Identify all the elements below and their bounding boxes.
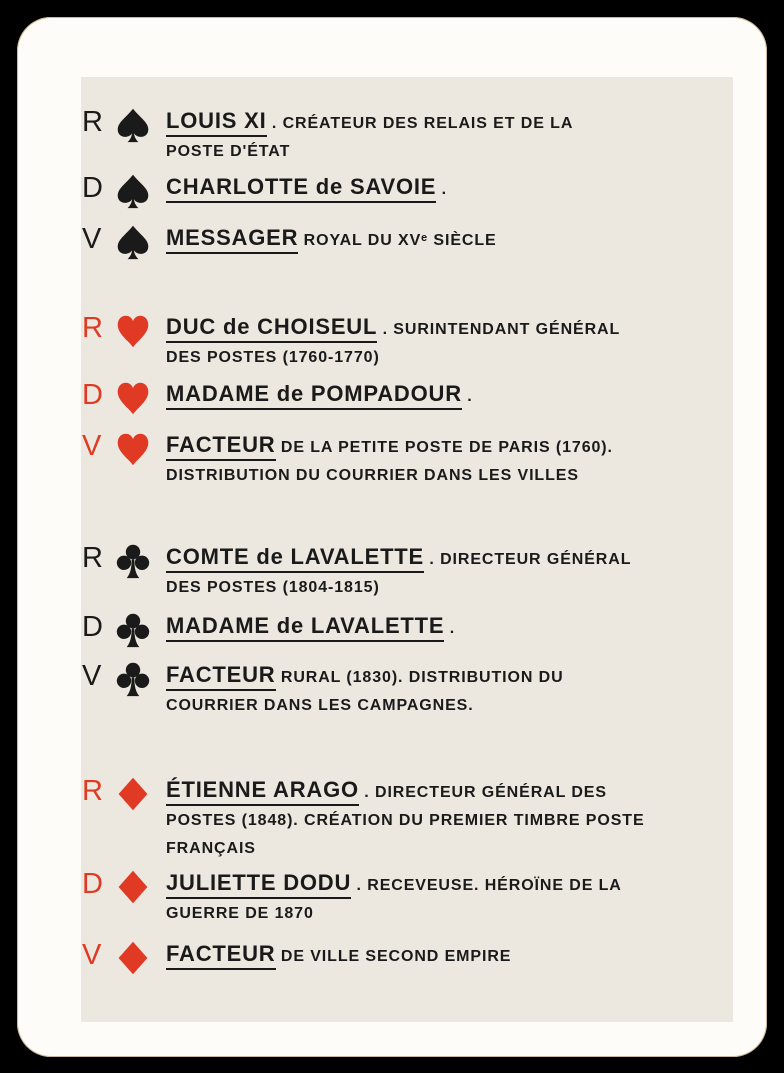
- description-line-1: CRÉATEUR DES RELAIS ET DE LA: [282, 115, 574, 132]
- person-name: FACTEUR: [166, 432, 276, 461]
- separator: .: [351, 877, 368, 894]
- spade-icon: [114, 224, 152, 260]
- person-name: MESSAGER: [166, 225, 298, 254]
- heart-icon: [114, 313, 152, 349]
- rank-letter: R: [82, 542, 103, 574]
- person-name: FACTEUR: [166, 941, 276, 970]
- description-line-1: DE VILLE SECOND EMPIRE: [280, 948, 512, 965]
- separator: .: [461, 388, 473, 405]
- description-line-2: DISTRIBUTION DU COURRIER DANS LES VILLES: [166, 467, 579, 484]
- person-name: ÉTIENNE ARAGO: [166, 777, 359, 806]
- separator: .: [377, 321, 394, 338]
- rank-letter: V: [82, 430, 102, 462]
- rank-letter: D: [82, 379, 103, 411]
- rank-letter: V: [82, 660, 102, 692]
- club-icon: [114, 612, 152, 648]
- rank-letter: D: [82, 172, 103, 204]
- spade-icon: [114, 107, 152, 143]
- description-line-1: DIRECTEUR GÉNÉRAL DES: [374, 784, 607, 801]
- rank-letter: R: [82, 312, 103, 344]
- description-line-1: DIRECTEUR GÉNÉRAL: [440, 551, 632, 568]
- rank-letter: V: [82, 223, 102, 255]
- club-icon: [114, 543, 152, 579]
- description-line-3: FRANÇAIS: [166, 840, 256, 857]
- description-line-1: RURAL (1830). DISTRIBUTION DU: [280, 669, 564, 686]
- diamond-icon: [114, 776, 152, 812]
- spade-icon: [114, 173, 152, 209]
- person-name: MADAME de LAVALETTE: [166, 613, 444, 642]
- heart-icon: [114, 431, 152, 467]
- rank-letter: R: [82, 106, 103, 138]
- person-name: MADAME de POMPADOUR: [166, 381, 462, 410]
- separator: .: [266, 115, 283, 132]
- description-line-2: DES POSTES (1804-1815): [166, 579, 380, 596]
- club-icon: [114, 661, 152, 697]
- separator: .: [424, 551, 441, 568]
- person-name: CHARLOTTE de SAVOIE: [166, 174, 436, 203]
- separator: .: [358, 784, 375, 801]
- description-line-2: COURRIER DANS LES CAMPAGNES.: [166, 697, 474, 714]
- rank-letter: V: [82, 939, 102, 971]
- rank-letter: R: [82, 775, 103, 807]
- description-line-2: POSTES (1848). CRÉATION DU PREMIER TIMBRE POSTE: [166, 812, 645, 829]
- rank-letter: D: [82, 611, 103, 643]
- rank-letter: D: [82, 868, 103, 900]
- person-name: DUC de CHOISEUL: [166, 314, 377, 343]
- person-name: FACTEUR: [166, 662, 276, 691]
- description-line-1: DE LA PETITE POSTE DE PARIS (1760).: [280, 439, 613, 456]
- person-name: COMTE de LAVALETTE: [166, 544, 424, 573]
- description-line-1: RECEVEUSE. HÉROÏNE DE LA: [367, 877, 622, 894]
- separator: .: [436, 181, 447, 198]
- diamond-icon: [114, 940, 152, 976]
- description-line-2: POSTE D'ÉTAT: [166, 143, 291, 160]
- description-line-2: DES POSTES (1760-1770): [166, 349, 380, 366]
- separator: .: [444, 620, 456, 637]
- person-name: JULIETTE DODU: [166, 870, 351, 899]
- description-line-2: GUERRE DE 1870: [166, 905, 314, 922]
- person-name: LOUIS XI: [166, 108, 267, 137]
- heart-icon: [114, 380, 152, 416]
- diamond-icon: [114, 869, 152, 905]
- description-line-1: ROYAL DU XVᵉ SIÈCLE: [303, 232, 497, 249]
- description-line-1: SURINTENDANT GÉNÉRAL: [393, 321, 621, 338]
